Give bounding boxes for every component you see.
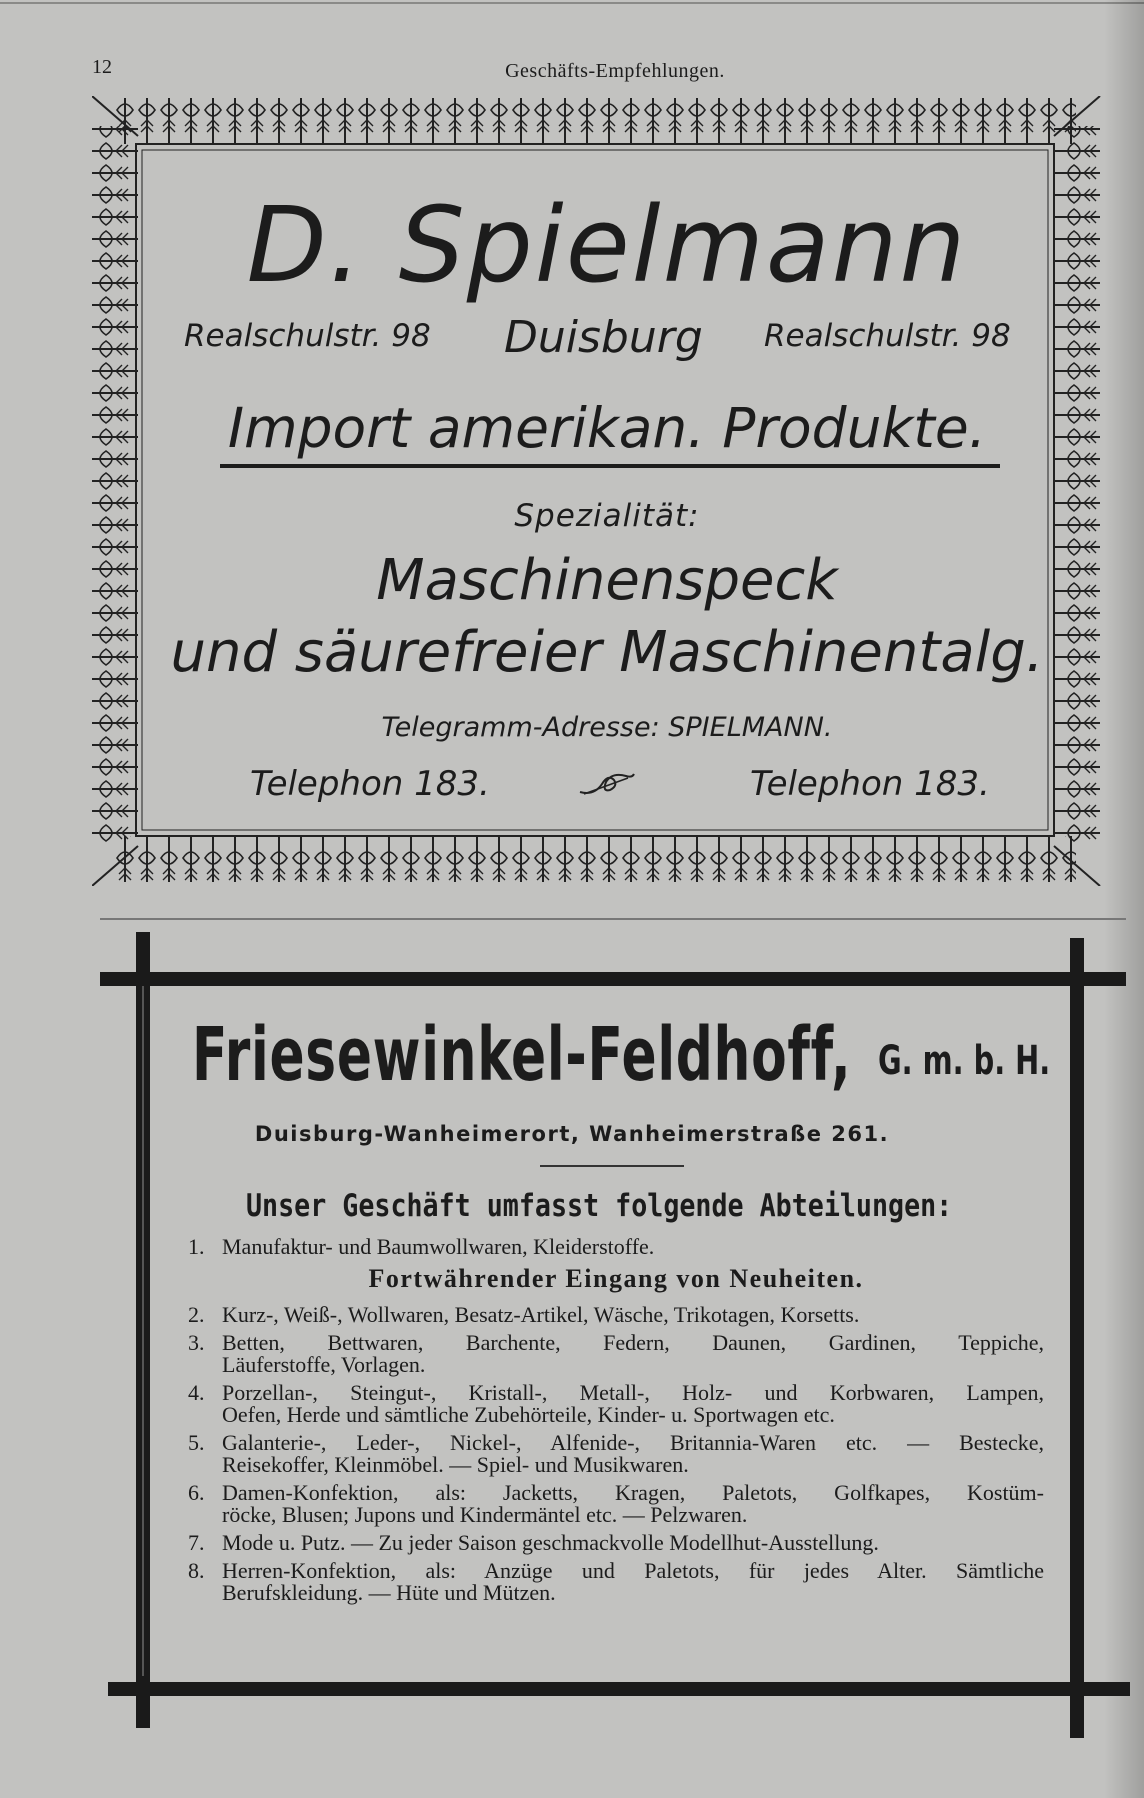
item-number: 2. xyxy=(188,1302,205,1327)
item-number: 6. xyxy=(188,1480,205,1505)
product-line-2: und säurefreier Maschinentalg. xyxy=(170,620,1044,685)
company-name-friesewinkel: Friesewinkel-Feldhoff, xyxy=(192,1012,852,1098)
item-text: Betten, Bettwaren, Barchente, Federn, Daunen, Gardinen, Teppiche, xyxy=(222,1330,1044,1355)
list-item xyxy=(188,1304,1044,1326)
item-text: Mode u. Putz. — Zu jeder Saison geschmackvolle Modellhut-Ausstellung. xyxy=(222,1530,879,1555)
item-text: Berufskleidung. — Hüte und Mützen. xyxy=(222,1580,556,1605)
company-name: D. Spielmann xyxy=(246,184,968,306)
street-address-left: Realschulstr. 98 xyxy=(184,318,431,354)
list-item xyxy=(188,1560,1044,1604)
item-text: Herren-Konfektion, als: Anzüge und Paletots, für jedes Alter. Sämtliche xyxy=(222,1558,1044,1583)
frame-bottom-bar xyxy=(108,1682,1130,1696)
departments-list xyxy=(188,1236,1044,1610)
list-item xyxy=(188,1432,1044,1476)
list-item xyxy=(188,1236,1044,1258)
item-text: röcke, Blusen; Jupons und Kindermäntel etc. — Pelzwaren. xyxy=(222,1502,748,1527)
city-name: Duisburg xyxy=(504,312,703,363)
street-address-right: Realschulstr. 98 xyxy=(764,318,1011,354)
frame-right-bar xyxy=(1070,938,1084,1738)
item-text: Manufaktur- und Baumwollwaren, Kleiderstoffe. xyxy=(222,1234,655,1259)
item-text: Galanterie-, Leder-, Nickel-, Alfenide-, Britannia-Waren etc. — Bestecke, xyxy=(222,1430,1044,1455)
item-number: 4. xyxy=(188,1380,205,1405)
frame-top-bar xyxy=(100,972,1126,986)
running-head: Geschäfts-Empfehlungen. xyxy=(505,60,725,82)
item-number: 5. xyxy=(188,1430,205,1455)
item-text: Damen-Konfektion, als: Jacketts, Kragen, Paletots, Golfkapes, Kostüm- xyxy=(222,1480,1044,1505)
tagline-underline xyxy=(220,464,1000,468)
company-address: Duisburg-Wanheimerort, Wanheimerstraße 261. xyxy=(254,1122,890,1146)
telegram-address: Telegramm-Adresse: SPIELMANN. xyxy=(381,712,833,743)
specialty-label: Spezialität: xyxy=(514,498,700,534)
list-item xyxy=(188,1382,1044,1426)
address-rule xyxy=(540,1165,684,1167)
section-divider xyxy=(100,918,1126,920)
top-edge-rule xyxy=(0,2,1144,4)
list-item xyxy=(188,1532,1044,1554)
departments-heading: Unser Geschäft umfasst folgende Abteilungen: xyxy=(246,1188,953,1224)
import-tagline: Import amerikan. Produkte. xyxy=(227,396,987,460)
item-text: Oefen, Herde und sämtliche Zubehörteile, Kinder- u. Sportwagen etc. xyxy=(222,1402,835,1427)
product-line-1: Maschinenspeck xyxy=(376,548,838,613)
page-number: 12 xyxy=(92,56,112,78)
phone-left: Telephon 183. xyxy=(250,764,490,804)
item-number: 8. xyxy=(188,1558,205,1583)
frame-left-inner xyxy=(142,986,144,1676)
legal-form: G. m. b. H. xyxy=(878,1038,1051,1084)
item-text: Läuferstoffe, Vorlagen. xyxy=(222,1352,426,1377)
novelty-notice: Fortwährender Eingang von Neuheiten. xyxy=(368,1264,864,1293)
item-number: 7. xyxy=(188,1530,205,1555)
item-text: Porzellan-, Steingut-, Kristall-, Metall-, Holz- und Korbwaren, Lampen, xyxy=(222,1380,1044,1405)
item-text: Kurz-, Weiß-, Wollwaren, Besatz-Artikel, Wäsche, Trikotagen, Korsetts. xyxy=(222,1302,860,1327)
spielmann-advertisement xyxy=(92,96,1122,886)
item-text: Reisekoffer, Kleinmöbel. — Spiel- und Musikwaren. xyxy=(222,1452,689,1477)
phone-right: Telephon 183. xyxy=(750,764,990,804)
flourish-icon xyxy=(576,770,636,798)
item-number: 3. xyxy=(188,1330,205,1355)
frame-left-bar xyxy=(136,932,150,1728)
list-item xyxy=(188,1332,1044,1376)
item-number: 1. xyxy=(188,1234,205,1259)
list-item xyxy=(188,1482,1044,1526)
